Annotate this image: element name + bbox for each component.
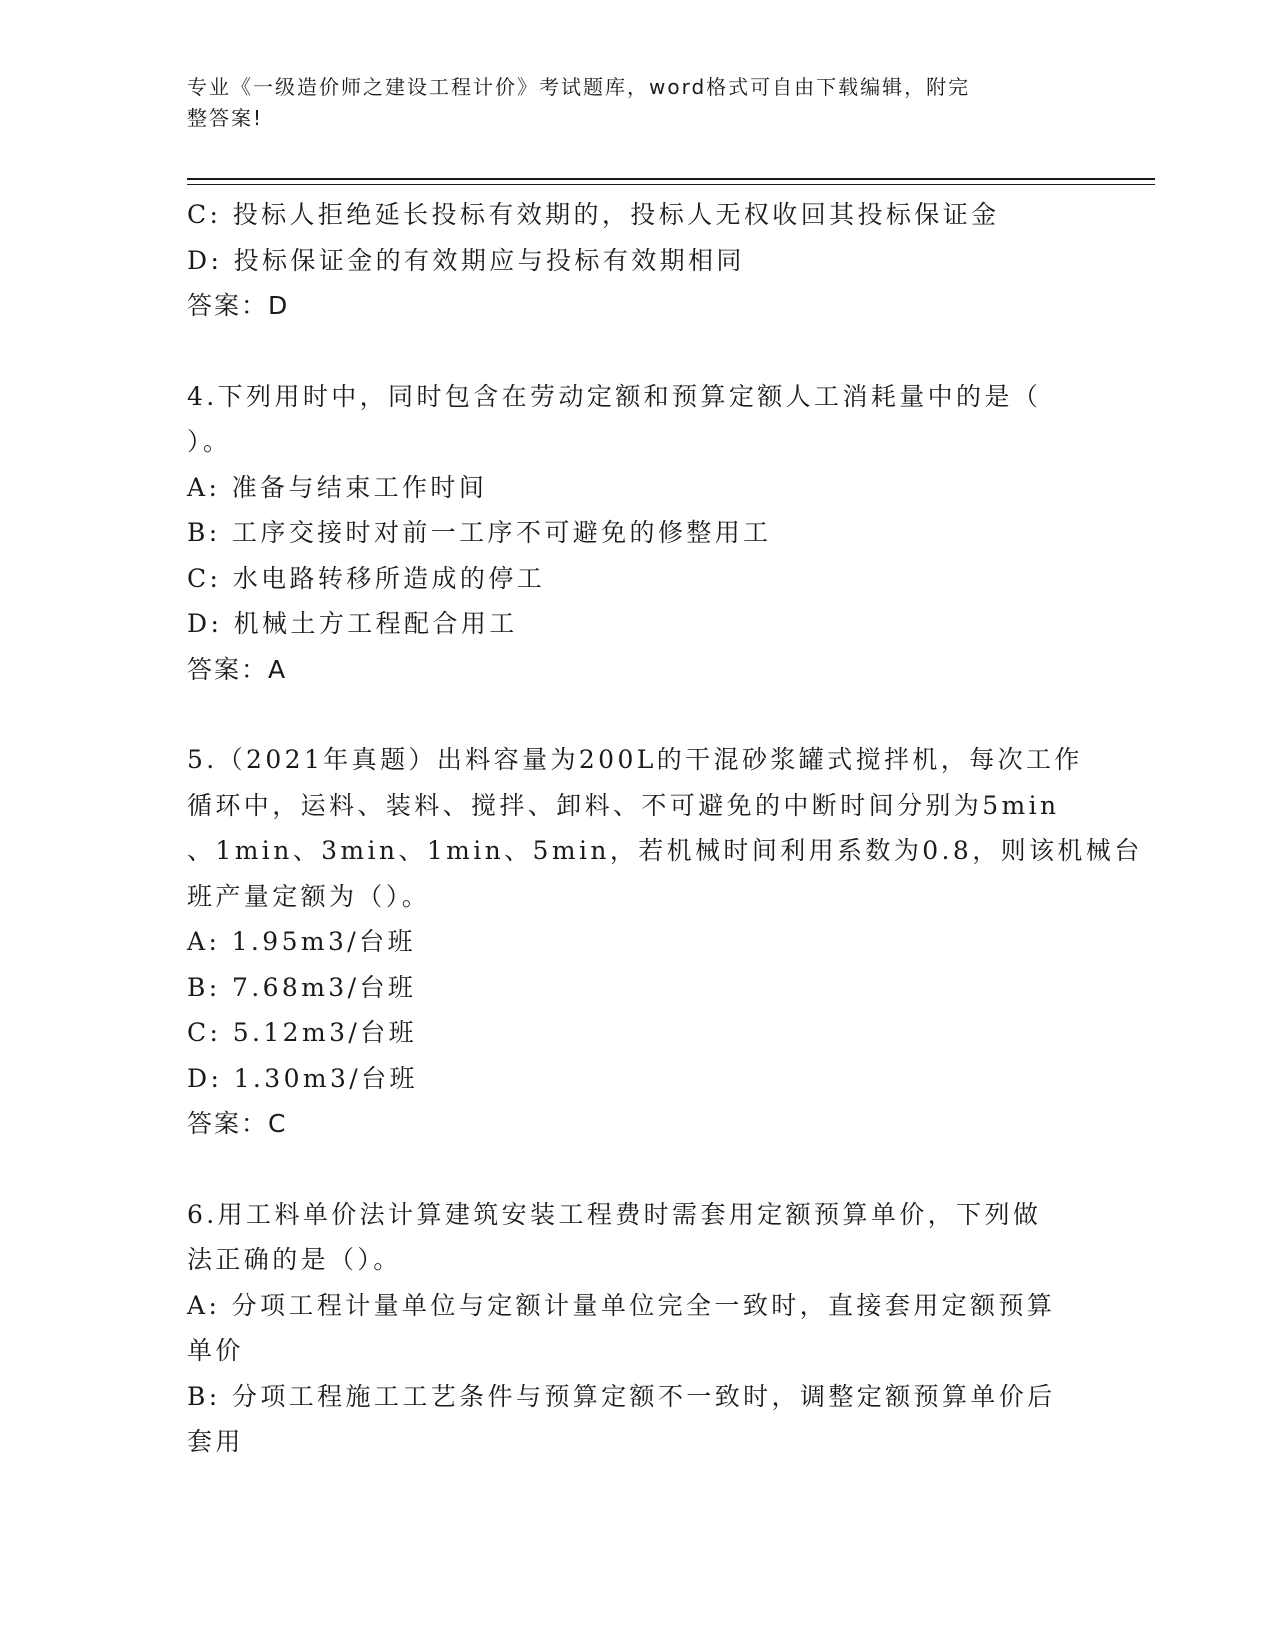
question-stem-line: 5.（2021年真题）出料容量为200L的干混砂浆罐式搅拌机，每次工作 (187, 745, 1083, 774)
option-b: B: 分项工程施工工艺条件与预算定额不一致时，调整定额预算单价后 (187, 1381, 1056, 1411)
option-a: A: 1.95m3/台班 (187, 927, 416, 956)
option-b: B: 工序交接时对前一工序不可避免的修整用工 (187, 518, 772, 547)
option-d: D: 投标保证金的有效期应与投标有效期相同 (187, 245, 745, 275)
option-c: C: 投标人拒绝延长投标有效期的，投标人无权收回其投标保证金 (187, 200, 1000, 229)
answer-line: 答案：D (187, 291, 290, 320)
question-4 (187, 374, 1087, 693)
header-line-1: 专业《一级造价师之建设工程计价》考试题库，word格式可自由下载编辑，附完 (187, 75, 971, 99)
answer-line: 答案：A (187, 654, 288, 684)
option-a: A: 准备与结束工作时间 (187, 472, 488, 502)
option-c: C: 5.12m3/台班 (187, 1018, 417, 1047)
answer-line: 答案：C (187, 1109, 288, 1138)
question-stem-line: 班产量定额为（）。 (187, 881, 431, 911)
option-d: D: 1.30m3/台班 (187, 1063, 418, 1093)
question-stem-line: 4.下列用时中，同时包含在劳动定额和预算定额人工消耗量中的是（ (187, 381, 1042, 411)
option-c: C: 水电路转移所造成的停工 (187, 563, 546, 593)
option-d: D: 机械土方工程配合用工 (187, 609, 518, 638)
header-divider-thick (187, 178, 1155, 180)
option-b: B: 7.68m3/台班 (187, 972, 417, 1002)
option-a-continued: 单价 (187, 1336, 244, 1365)
spacer (187, 1147, 1087, 1192)
question-6 (187, 1192, 1087, 1465)
header-line-2: 整答案! (187, 106, 264, 130)
option-b-continued: 套用 (187, 1427, 244, 1456)
page-header (187, 72, 1067, 134)
question-stem-line: 法正确的是（）。 (187, 1245, 402, 1274)
header-divider-thin (187, 184, 1155, 185)
question-stem-line: ）。 (187, 427, 232, 456)
question-3-tail (187, 192, 1087, 329)
spacer (187, 692, 1087, 737)
question-5 (187, 737, 1143, 1147)
question-stem-line: 6.用工料单价法计算建筑安装工程费时需套用定额预算单价，下列做 (187, 1199, 1042, 1229)
question-stem-line: 循环中，运料、装料、搅拌、卸料、不可避免的中断时间分别为5min (187, 790, 1060, 820)
spacer (187, 329, 1087, 374)
question-stem-line: 、1min、3min、1min、5min，若机械时间利用系数为0.8，则该机械台 (187, 836, 1143, 865)
option-a: A: 分项工程计量单位与定额计量单位完全一致时，直接套用定额预算 (187, 1290, 1056, 1320)
document-body (187, 192, 1143, 1465)
